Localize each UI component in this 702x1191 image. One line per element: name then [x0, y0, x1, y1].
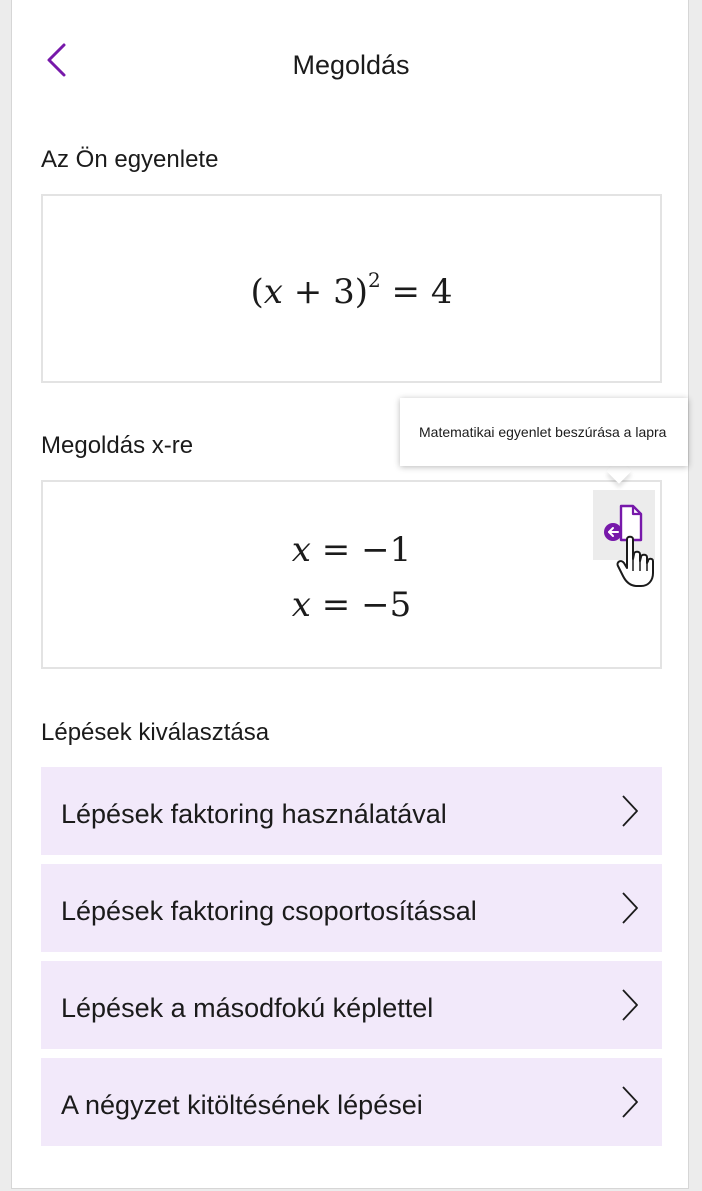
chevron-right-icon: [619, 890, 641, 926]
hand-cursor-icon: [615, 535, 659, 589]
chevron-right-icon: [619, 987, 641, 1023]
chevron-right-icon: [619, 1084, 641, 1120]
equation-exponent: 2: [367, 268, 381, 292]
solution-panel: [11, 0, 689, 1189]
insert-equation-tooltip: [400, 398, 688, 466]
equation-rhs: 4: [430, 272, 453, 312]
tooltip-text: Matematikai egyenlet beszúrása a lapra: [419, 424, 667, 440]
step-option-label: Lépések faktoring használatával: [61, 799, 447, 829]
steps-section-label: Lépések kiválasztása: [41, 719, 270, 746]
step-option[interactable]: [41, 1058, 662, 1146]
step-option-label: Lépések a másodfokú képlettel: [61, 993, 434, 1023]
step-option[interactable]: [41, 864, 662, 952]
step-option-label: Lépések faktoring csoportosítással: [61, 896, 477, 926]
equation-math: $(x + 3)^2 = 4$: [250, 268, 453, 312]
page-title: Megoldás: [292, 50, 410, 80]
equation-box: [41, 194, 662, 383]
equation-section-label: Az Ön egyenlete: [41, 146, 219, 173]
equation-variable: x: [263, 272, 283, 312]
solution-section-label: Megoldás x-re: [41, 432, 194, 459]
solution-line: x = −5: [291, 585, 412, 625]
step-option[interactable]: [41, 767, 662, 855]
step-option-label: A négyzet kitöltésének lépései: [61, 1090, 423, 1120]
solution-box: [41, 480, 662, 669]
chevron-right-icon: [619, 793, 641, 829]
step-option[interactable]: [41, 961, 662, 1049]
solution-line: x = −1: [291, 530, 412, 570]
